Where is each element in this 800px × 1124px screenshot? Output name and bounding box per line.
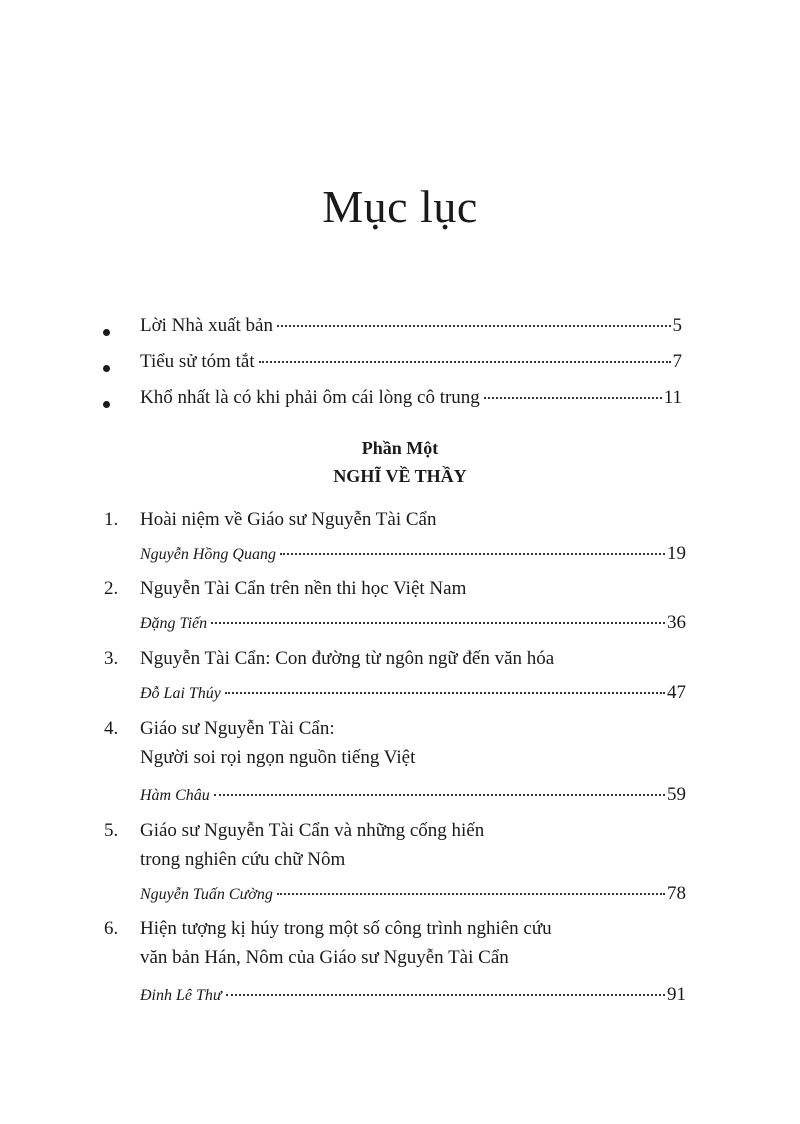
page-number: 91: [667, 984, 686, 1005]
entry-author: Nguyễn Tuấn Cường: [140, 886, 273, 903]
entry-number: 1.: [104, 509, 119, 530]
page-number: 78: [667, 883, 686, 904]
toc-row[interactable]: [140, 784, 686, 806]
toc-title: Lời Nhà xuất bản: [140, 315, 273, 336]
entry-number: 5.: [104, 820, 119, 841]
page-number: 47: [667, 682, 686, 703]
dot-leader: [214, 794, 665, 796]
entry-title[interactable]: Hiện tượng kị húy trong một số công trình nghiên cứu: [140, 918, 552, 939]
dot-leader: [277, 325, 671, 327]
bullet-icon: [103, 365, 110, 372]
toc-title: Khổ nhất là có khi phải ôm cái lòng cô trung: [140, 387, 480, 408]
toc-row[interactable]: [140, 883, 686, 905]
page-number: 7: [672, 351, 682, 372]
toc-row[interactable]: [140, 315, 682, 337]
toc-row[interactable]: [140, 682, 686, 704]
entry-author: Nguyễn Hồng Quang: [140, 546, 276, 563]
dot-leader: [484, 397, 662, 399]
dot-leader: [211, 622, 665, 624]
toc-row[interactable]: [140, 984, 686, 1006]
toc-row[interactable]: [140, 387, 682, 409]
dot-leader: [277, 893, 665, 895]
entry-title-continued[interactable]: văn bản Hán, Nôm của Giáo sư Nguyễn Tài Cẩn: [140, 947, 509, 968]
toc-row[interactable]: [140, 543, 686, 565]
entry-title[interactable]: Giáo sư Nguyễn Tài Cẩn và những cống hiến: [140, 820, 485, 841]
entry-number: 3.: [104, 648, 119, 669]
entry-author: Hàm Châu: [140, 787, 210, 804]
entry-number: 4.: [104, 718, 119, 739]
dot-leader: [280, 553, 665, 555]
entry-author: Đặng Tiến: [140, 615, 208, 632]
part-title: NGHĨ VỀ THẦY: [333, 466, 467, 486]
bullet-icon: [103, 401, 110, 408]
entry-title[interactable]: Giáo sư Nguyễn Tài Cẩn:: [140, 718, 335, 739]
page-number: 11: [663, 387, 682, 408]
page-title: Mục lục: [322, 181, 478, 232]
page-number: 36: [667, 612, 686, 633]
dot-leader: [226, 994, 665, 996]
page-number: 59: [667, 784, 686, 805]
entry-title-continued[interactable]: Người soi rọi ngọn nguồn tiếng Việt: [140, 747, 416, 768]
entry-title[interactable]: Nguyễn Tài Cẩn: Con đường từ ngôn ngữ đến văn hóa: [140, 648, 555, 669]
toc-row[interactable]: [140, 612, 686, 634]
toc-title: Tiểu sử tóm tắt: [140, 351, 255, 372]
entry-title[interactable]: Hoài niệm về Giáo sư Nguyễn Tài Cẩn: [140, 509, 437, 530]
dot-leader: [225, 692, 665, 694]
dot-leader: [259, 361, 671, 363]
entry-title-continued[interactable]: trong nghiên cứu chữ Nôm: [140, 849, 346, 870]
entry-number: 2.: [104, 578, 119, 599]
page-number: 19: [667, 543, 686, 564]
entry-author: Đinh Lê Thư: [140, 987, 222, 1004]
bullet-icon: [103, 329, 110, 336]
toc-row[interactable]: [140, 351, 682, 373]
entry-title[interactable]: Nguyễn Tài Cẩn trên nền thi học Việt Nam: [140, 578, 467, 599]
part-label: Phần Một: [361, 438, 439, 458]
page-number: 5: [672, 315, 682, 336]
entry-author: Đỗ Lai Thúy: [140, 685, 221, 702]
entry-number: 6.: [104, 918, 119, 939]
